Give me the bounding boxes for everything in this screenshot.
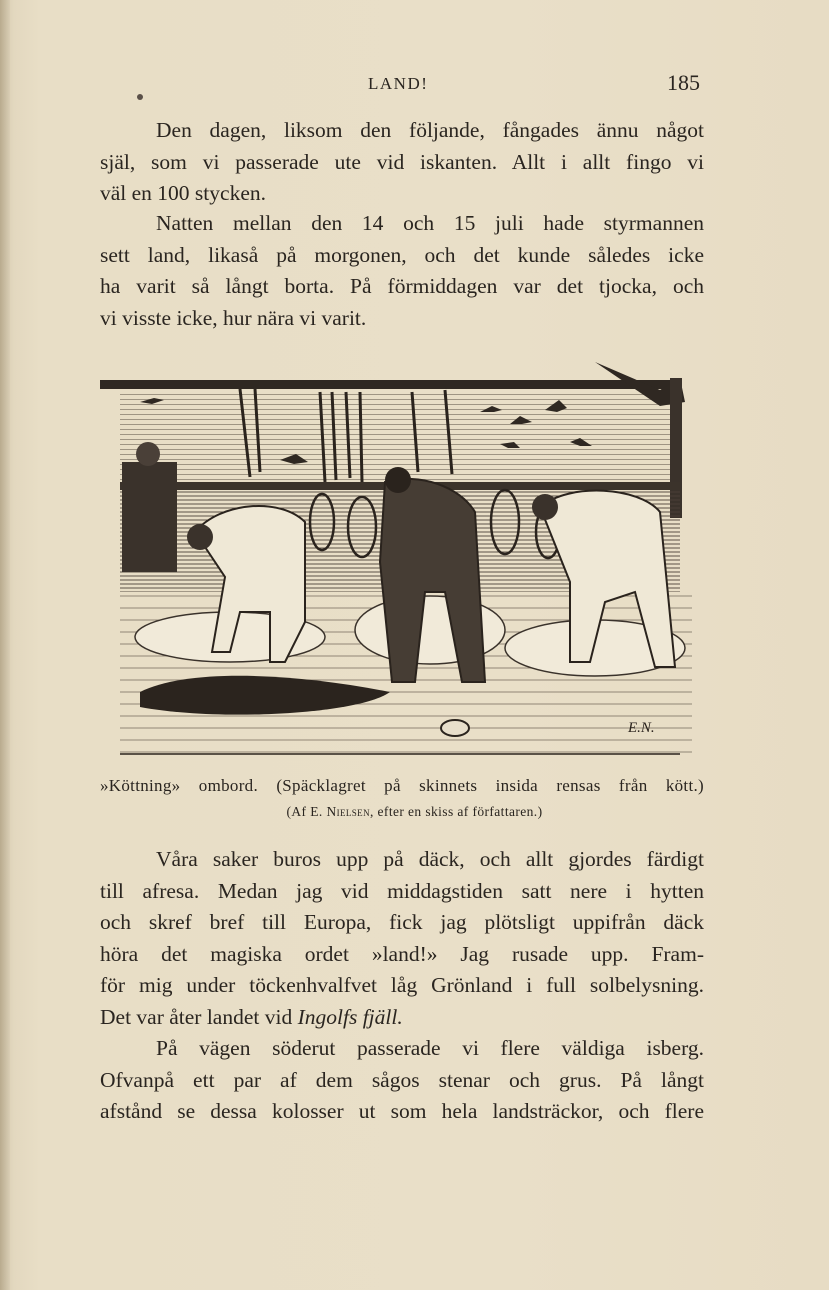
- credit-prefix: (Af E.: [286, 804, 327, 819]
- running-head: LAND!: [368, 74, 429, 93]
- paragraph-4: [100, 1033, 704, 1128]
- boom: [100, 380, 680, 389]
- text-line-start: Det var åter landet vid: [100, 1004, 298, 1029]
- text-line: afstånd se dessa kolosser ut som hela landsträckor, och flere: [100, 1099, 704, 1123]
- text-line: väl en 100 stycken.: [100, 181, 266, 205]
- credit-suffix: , efter en skiss af författaren.): [369, 804, 543, 819]
- ink-speck: [137, 94, 143, 100]
- paragraph-3: [100, 844, 704, 1033]
- text-line: och skref bref till Europa, fick jag plötsligt uppifrån däck: [100, 910, 704, 934]
- text-line: På vägen söderut passerade vi flere väldiga isberg.: [156, 1036, 704, 1060]
- figure-caption: »Köttning» ombord. (Späcklagret på skinnets insida rensas från kött.): [100, 776, 704, 795]
- engraving-illustration: [100, 362, 696, 760]
- figure-credit: [0, 804, 829, 820]
- page-number: 185: [667, 70, 700, 95]
- text-line: Ofvanpå ett par af dem sågos stenar och grus. På långt: [100, 1067, 704, 1092]
- text-line: till afresa. Medan jag vid middagstiden satt nere i hytten: [100, 878, 704, 903]
- place-name: Ingolfs fjäll.: [297, 1004, 403, 1029]
- text-line: vi visste icke, hur nära vi varit.: [100, 305, 367, 330]
- text-line: ha varit så långt borta. På förmiddagen var det tjocka, och: [100, 274, 704, 298]
- engraver-signature: E.N.: [628, 720, 655, 736]
- text-line: Våra saker buros upp på däck, och allt gjordes färdigt: [156, 847, 704, 871]
- text-line: [100, 1002, 704, 1034]
- text-line: Natten mellan den 14 och 15 juli hade styrmannen: [156, 211, 704, 235]
- text-line: höra det magiska ordet »land!» Jag rusade upp. Fram-: [100, 941, 704, 966]
- page-spine-shadow: [0, 0, 10, 1290]
- bucket: [441, 720, 469, 736]
- paragraph-1: [100, 115, 704, 210]
- text-line: själ, som vi passerade ute vid iskanten. Allt i allt fingo vi: [100, 149, 704, 174]
- paragraph-2: [100, 208, 704, 334]
- text-line: Den dagen, liksom den följande, fångades ännu något: [156, 118, 704, 142]
- text-line: för mig under töckenhvalfvet låg Grönland i full solbelysning.: [100, 973, 704, 997]
- text-line: sett land, likaså på morgonen, och det kunde således icke: [100, 242, 704, 267]
- credit-artist: Nielsen: [326, 804, 370, 819]
